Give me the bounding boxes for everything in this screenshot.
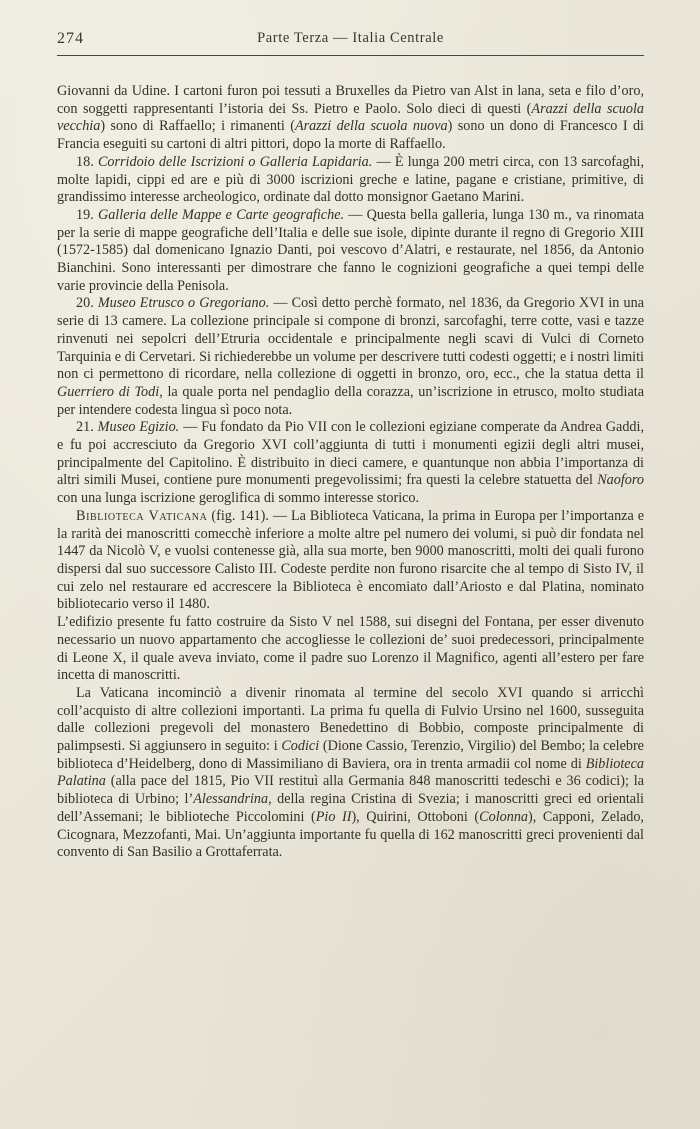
text-segment-normal: 18. [76,153,98,170]
running-header [57,30,644,50]
paragraph [57,614,644,685]
text-segment-italic: Museo Egizio. [97,419,180,436]
text-segment-normal: — Fu fondato da Pio VII con le collezioni egiziane comperate da Andrea Gaddi, e fu poi accresciuto da Gregorio XVI coll’aggiunta di tutti i monumenti egizii degli altri musei, principalmente del Capitolino. È distribuito in dieci camere, e quantunque non abbia l’importanza di altri simili Musei, contiene pure monumenti pregevolissimi; fra questi la celebre statuetta del [57,419,645,489]
text-segment-normal: 19. [76,206,98,223]
text-segment-normal: L’edifizio presente fu fatto costruire da Sisto V nel 1588, sui disegni del Fontana, per esser divenuto necessario un nuovo appartamento che accogliesse le collezioni de’ suoi predecessori, principalmente di Leone X, il quale aveva inviato, come il padre suo Lorenzo il Magnifico, agenti all’estero per fare incetta di manoscritti. [57,614,644,684]
text-segment-normal: (Dione Cassio, Terenzio, Virgilio) del Bembo; la celebre biblioteca d’Heidelberg, dono di Massimiliano di Baviera, ora in trenta armadii col nome di [57,738,644,772]
paragraph [57,295,644,419]
text-segment-italic: Pio II [315,808,352,825]
text-segment-italic: Codici [281,738,320,755]
text-segment-smallcaps: Biblioteca Vaticana [76,507,208,524]
text-segment-italic: Biblioteca Palatina [57,755,644,790]
running-title: Parte Terza — Italia Centrale [257,30,444,46]
text-block [57,83,644,862]
text-segment-normal: — Questa bella galleria, lunga 130 m., va rinomata per la serie di mappe geografiche dell’Italia e delle sue isole, dipinte durante il regno di Gregorio XIII (1572-1585) dal domenicano Ignazio Danti, poi vescovo d’Alatri, e restaurate, nel 1856, da Antonio Bianchini. Sono interessanti per dimostrare che fanno le cognizioni geografiche a quei tempi delle varie provincie della Penisola. [57,206,645,294]
text-segment-normal: — È lunga 200 metri circa, con 13 sarcofaghi, molte lapidi, cippi ed are e più di 3000 iscrizioni greche e latine, pagane e cristiane, primitive, di grandissimo interesse archeologico, ordinate dal dotto monsignor Gaetano Marini. [57,153,644,206]
text-segment-normal: (alla pace del 1815, Pio VII restituì alla Germania 848 manoscritti tedeschi e 36 codici); la biblioteca di Urbino; l’ [57,773,644,808]
text-segment-normal: 21. [76,419,98,436]
paragraph [57,207,644,296]
paragraph [57,685,644,862]
text-segment-normal: La Vaticana incominciò a divenir rinomata al termine del secolo XVI quando si arricchì coll’acquisto di altre collezioni importanti. La prima fu quella di Fulvio Ursino nel 1600, susseguita dalle collezioni pregevoli del monastero Benedettino di Bobbio, composte principalmente di palimpsesti. Si aggiunsero in seguito: i [57,684,644,755]
text-segment-normal: 20. [76,295,98,312]
text-segment-italic: Corridoio delle Iscrizioni o Galleria Lapidaria. [97,153,373,170]
text-segment-normal: ) sono un dono di Francesco I di Francia eseguiti su cartoni di altri pittori, dopo la morte di Raffaello. [57,118,645,153]
text-segment-italic: Arazzi della scuola vecchia [57,100,644,135]
text-segment-italic: Colonna [479,808,529,825]
text-segment-normal: Giovanni da Udine. I cartoni furon poi tessuti a Bruxelles da Pietro van Alst in lana, seta e filo d’oro, con soggetti rappresentanti l’istoria dei Ss. Pietro e Paolo. Solo dieci di questi ( [57,83,644,117]
paragraph [57,508,644,614]
text-segment-normal: la quale porta nel pendaglio della corazza, un’iscrizione in etrusco, molto studiata per intendere codesta lingua sì poco nota. [57,383,644,418]
text-segment-normal: , della regina Cristina di Svezia; i manoscritti greci ed orientali dell’Assemani; le biblioteche Piccolomini ( [57,791,644,825]
text-segment-normal: ) sono di Raffaello; i rimanenti ( [100,118,295,135]
text-segment-italic: Museo Etrusco o Gregoriano. [97,295,270,312]
text-segment-italic: Galleria delle Mappe e Carte geografiche. [97,206,345,223]
text-segment-normal: — Così detto perchè formato, nel 1836, da Gregorio XVI in una serie di 13 camere. La collezione principale si compone di bronzi, sarcofaghi, terre cotte, vasi e tazze rinvenuti nei sepolcri dell’Etruria occidentale e principalmente negli scavi di Vulci di Corneto Tarquinia e di Cervetari. Si richiederebbe un volume per descrivere tutti codesti oggetti; e i nostri limiti non ci permettono di ricordare, nella collezione di oggetti in bronzo, oro, ecc., che la statua detta il [57,295,644,383]
text-segment-normal: con una lunga iscrizione geroglifica di sommo interesse storico. [57,490,420,507]
text-segment-italic: Arazzi della scuola nuova [294,118,448,135]
text-segment-normal: ), Capponi, Zelado, Cicognara, Mezzofanti, Mai. Un’aggiunta importante fu quella di 162 manoscritti greci provenienti dal convento di San Basilio a Grottaferrata. [57,808,644,861]
text-segment-normal: ), Quirini, Ottoboni ( [351,808,480,825]
header-rule [57,55,644,56]
paragraph [57,83,644,154]
page-number: 274 [57,30,84,47]
text-segment-italic: Alessandrina [193,791,269,808]
paragraph [57,419,644,508]
text-segment-italic: Guerriero di Todi, [57,383,163,400]
paragraph [57,154,644,207]
text-segment-italic: Naoforo [597,472,644,489]
text-segment-normal: (fig. 141). — La Biblioteca Vaticana, la prima in Europa per l’importanza e la rarità dei manoscritti comecchè inferiore a molte altre pel numero dei volumi, si può dir fondata nel 1447 da Nicolò V, e vuolsi contenesse già, alla sua morte, ben 9000 manoscritti, molti dei quali furono dispersi dal suo successore Calisto III. Codeste perdite non furono risarcite che al tempo di Sisto IV, il cui zelo nel restaurare ed accrescere la Biblioteca è encomiato dall’Ariosto e dal Platina, nominato bibliotecario verso il 1480. [57,507,644,613]
